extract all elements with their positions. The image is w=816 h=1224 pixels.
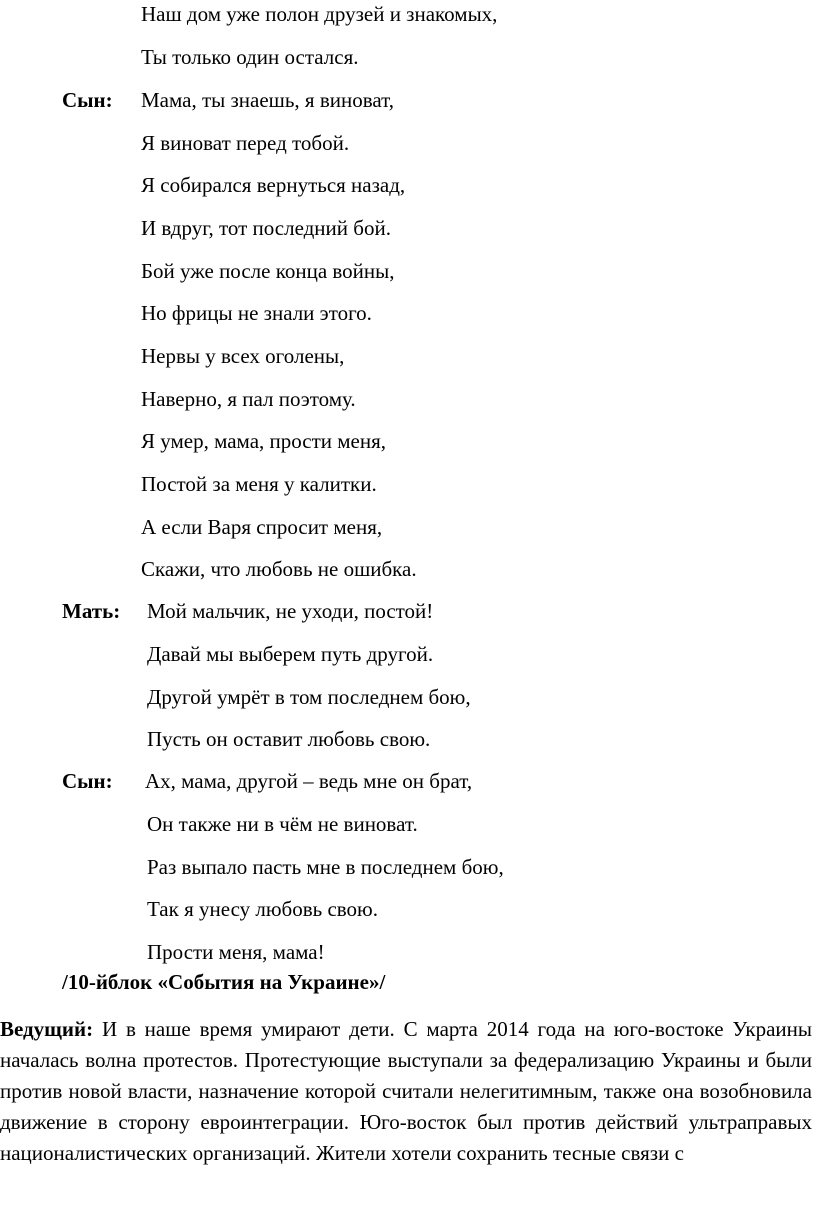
speaker-label-mother: Мать: <box>62 599 121 623</box>
verse-line: Постой за меня у калитки. <box>141 472 377 496</box>
speaker-label-son: Сын: <box>62 769 113 793</box>
verse-line: Пусть он оставит любовь свою. <box>147 727 431 751</box>
verse-line: Бой уже после конца войны, <box>141 259 395 283</box>
verse-line: И вдруг, тот последний бой. <box>141 216 391 240</box>
verse-line: Я умер, мама, прости меня, <box>141 429 387 453</box>
verse-line: Скажи, что любовь не ошибка. <box>141 557 417 581</box>
verse-line: Наверно, я пал поэтому. <box>141 387 356 411</box>
verse-line: Я собирался вернуться назад, <box>141 173 406 197</box>
verse-line: Мой мальчик, не уходи, постой! <box>147 599 434 623</box>
verse-line: Нервы у всех оголены, <box>141 344 345 368</box>
verse-line: Так я унесу любовь свою. <box>147 897 378 921</box>
presenter-text: И в наше время умирают дети. С марта 2014 года на юго-востоке Украины началась волна протестов. Протестующие выступали за федерализацию Украины и были против новой власти, назначение которой считали нелегитимным, также она возобновила движение в сторону евроинтеграции. Юго-восток был против действий ультраправых националистических организаций. Жители хотели сохранить тесные связи с <box>0 1017 812 1165</box>
presenter-label: Ведущий: <box>0 1017 94 1041</box>
verse-line: Давай мы выберем путь другой. <box>147 642 434 666</box>
verse-line: Он также ни в чём не виноват. <box>147 812 418 836</box>
verse-line: Ты только один остался. <box>141 45 359 69</box>
verse-line: Прости меня, мама! <box>147 940 325 964</box>
presenter-paragraph <box>0 1014 812 1169</box>
verse-line: Другой умрёт в том последнем бою, <box>147 685 471 709</box>
verse-line: Но фрицы не знали этого. <box>141 301 372 325</box>
verse-line: Я виноват перед тобой. <box>141 131 350 155</box>
verse-line: Мама, ты знаешь, я виноват, <box>141 88 394 112</box>
verse-line: А если Варя спросит меня, <box>141 515 383 539</box>
verse-line: Наш дом уже полон друзей и знакомых, <box>141 2 498 26</box>
speaker-label-son: Сын: <box>62 88 113 112</box>
verse-line: Ах, мама, другой – ведь мне он брат, <box>145 769 473 793</box>
block-heading: /10-йблок «События на Украине»/ <box>62 970 386 994</box>
verse-line: Раз выпало пасть мне в последнем бою, <box>147 855 504 879</box>
